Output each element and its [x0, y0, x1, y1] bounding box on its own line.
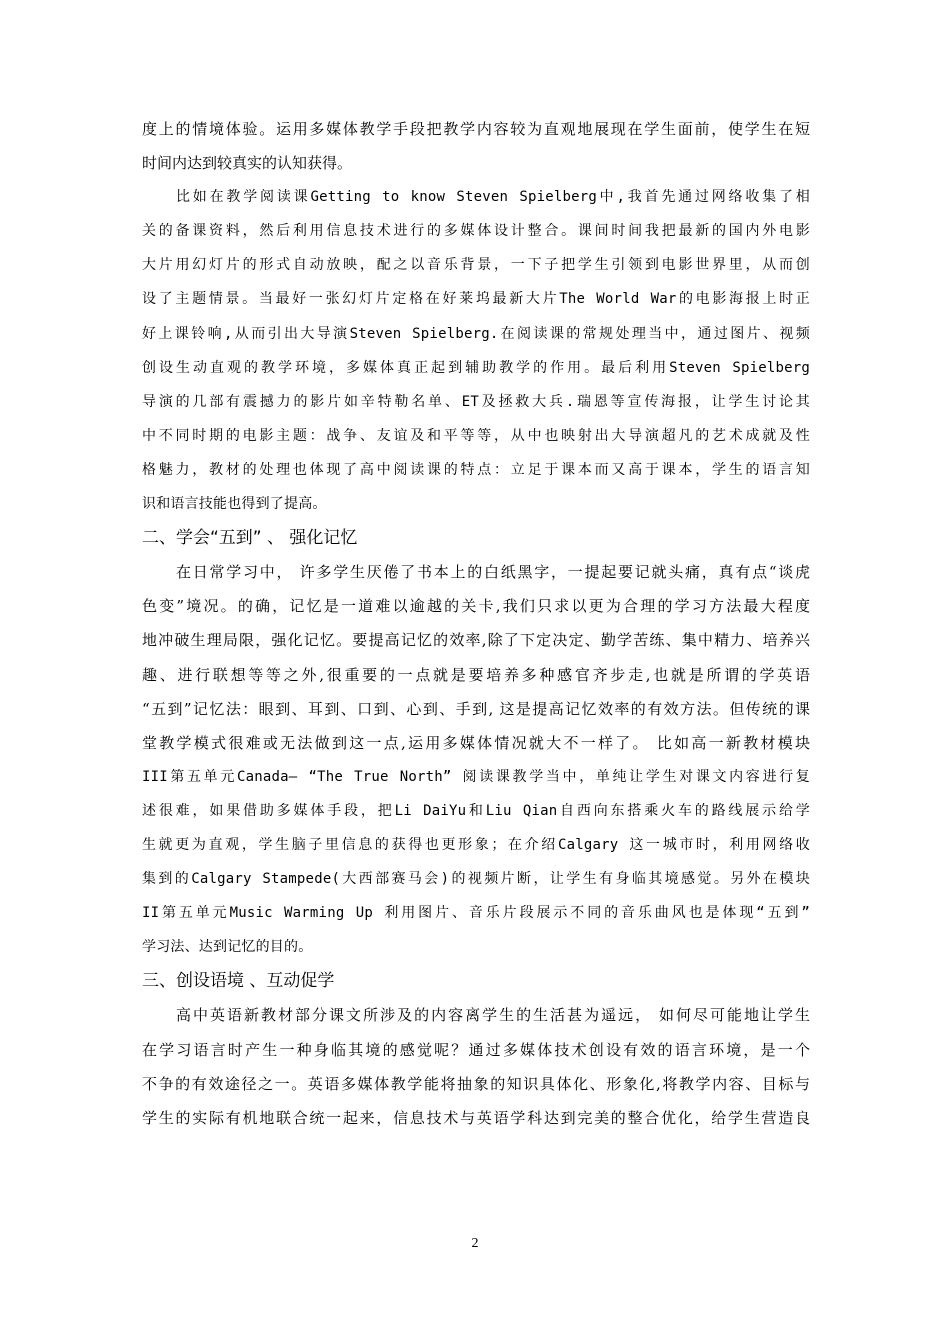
paragraph-line: 地冲破生理局限，强化记忆。要提高记忆的效率,除了下定决定、勤学苦练、集中精力、培养兴	[142, 631, 810, 650]
paragraph-line: 堂教学模式很难或无法做到这一点,运用多媒体情况就大不一样了。 比如高一新教材模块	[142, 733, 810, 752]
paragraph-line: 设了主题情景。当最好一张幻灯片定格在好莱坞最新大片The World War的电影海报上时正	[142, 291, 810, 308]
paragraph-line: 比如在教学阅读课Getting to know Steven Spielberg中,我首先通过网络收集了相	[176, 189, 810, 206]
paragraph-line: 导演的几部有震撼力的影片如辛特勒名单、ET及拯救大兵.瑞恩等宣传海报，让学生讨论其	[142, 393, 810, 410]
section-heading: 二、学会“五到” 、 强化记忆	[142, 528, 358, 549]
paragraph-line: III第五单元Canada— “The True North” 阅读课教学当中，单纯让学生对课文内容进行复	[142, 768, 810, 785]
paragraph-line: 不争的有效途径之一。英语多媒体教学能将抽象的知识具体化、形象化,将教学内容、目标与	[142, 1074, 810, 1093]
paragraph-line: 好上课铃响,从而引出大导演Steven Spielberg.在阅读课的常规处理当中，通过图片、视频	[142, 325, 810, 342]
paragraph-line: 大片用幻灯片的形式自动放映，配之以音乐背景，一下子把学生引领到电影世界里，从而创	[142, 257, 810, 274]
paragraph-line: 在日常学习中， 许多学生厌倦了书本上的白纸黑字，一提起要记就头痛，真有点“谈虎	[176, 563, 810, 582]
paragraph-line: 高中英语新教材部分课文所涉及的内容离学生的生活甚为遥远， 如何尽可能地让学生	[176, 1006, 810, 1025]
paragraph-line: 生就更为直观，学生脑子里信息的获得也更形象；在介绍Calgary 这一城市时，利用网络收	[142, 836, 810, 853]
paragraph-line: 在学习语言时产生一种身临其境的感觉呢？通过多媒体技术创设有效的语言环境，是一个	[142, 1040, 810, 1059]
paragraph-line: 趣、进行联想等等之外,很重要的一点就是要培养多种感官齐步走,也就是所谓的学英语	[142, 665, 810, 684]
paragraph-line: “五到”记忆法：眼到、耳到、口到、心到、手到, 这是提高记忆效率的有效方法。但传统的课	[142, 699, 810, 718]
paragraph-line: II第五单元Music Warming Up 利用图片、音乐片段展示不同的音乐曲风也是体现“五到”	[142, 905, 810, 922]
paragraph-line: 关的备课资料，然后利用信息技术进行的多媒体设计整合。课间时间我把最新的国内外电影	[142, 223, 810, 240]
page-number: 2	[471, 1236, 479, 1251]
paragraph-line: 中不同时期的电影主题：战争、友谊及和平等等，从中也映射出大导演超凡的艺术成就及性	[142, 427, 810, 444]
paragraph-line: 学生的实际有机地联合统一起来，信息技术与英语学科达到完美的整合优化，给学生营造良	[142, 1108, 810, 1127]
paragraph-line: 度上的情境体验。运用多媒体教学手段把教学内容较为直观地展现在学生面前，使学生在短	[142, 120, 810, 138]
paragraph-line: 集到的Calgary Stampede(大西部赛马会)的视频片断，让学生有身临其境感觉。另外在模块	[142, 871, 810, 888]
page-body	[142, 112, 810, 1135]
section-heading: 三、创设语境 、互动促学	[142, 971, 335, 992]
paragraph-line: 创设生动直观的教学环境，多媒体真正起到辅助教学的作用。最后利用Steven Spielberg	[142, 359, 810, 376]
paragraph-line: 格魅力，教材的处理也体现了高中阅读课的特点：立足于课本而又高于课本，学生的语言知	[142, 461, 810, 478]
paragraph-line: 时间内达到较真实的认知获得。	[142, 154, 353, 173]
paragraph-line: 述很难，如果借助多媒体手段，把Li DaiYu和Liu Qian自西向东搭乘火车的路线展示给学	[142, 802, 810, 819]
paragraph-line: 学习法、达到记忆的目的。	[142, 939, 313, 956]
paragraph-line: 色变”境况。的确，记忆是一道难以逾越的关卡,我们只求以更为合理的学习方法最大程度	[142, 597, 810, 616]
paragraph-line: 识和语言技能也得到了提高。	[142, 496, 327, 513]
